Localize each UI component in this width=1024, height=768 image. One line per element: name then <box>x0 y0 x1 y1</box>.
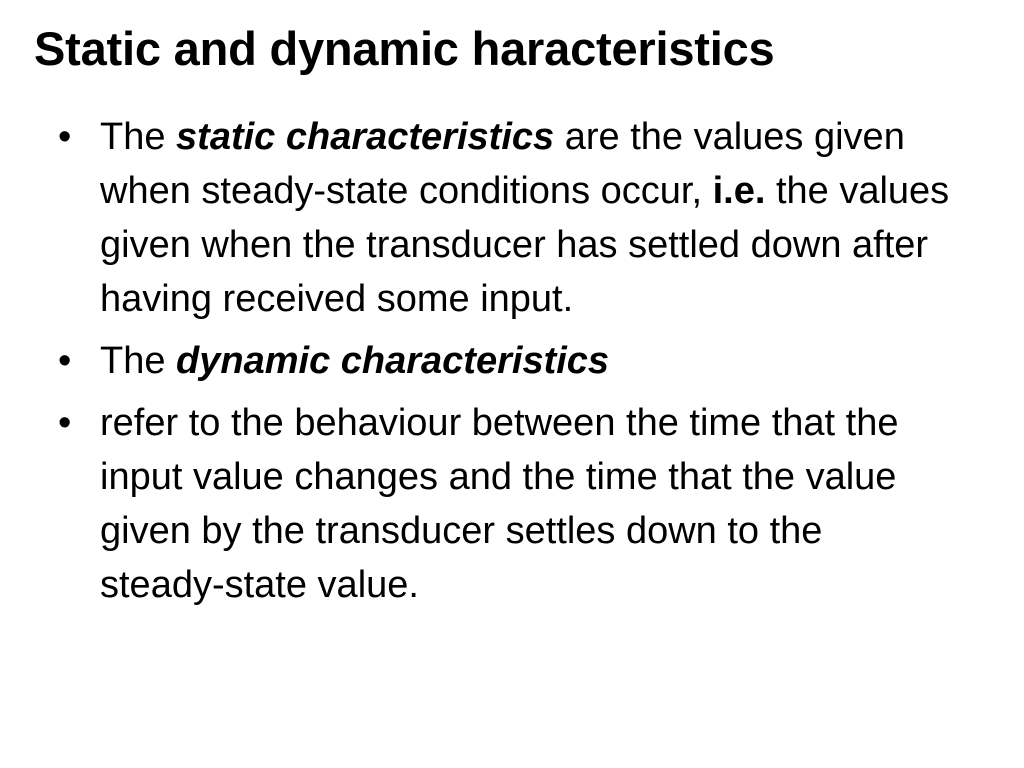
bullet-text: are the values given when steady-state conditions occur, <box>100 116 905 212</box>
slide-title: Static and dynamic haracteristics <box>34 22 775 75</box>
bullet-dot-icon: • <box>58 340 72 382</box>
bullet-list <box>0 110 1024 620</box>
bullet-dynamic-characteristics <box>0 334 1024 388</box>
bullet-dot-icon: • <box>58 402 72 444</box>
bullet-static-characteristics <box>0 110 1024 326</box>
bullet-text-continued: the values given when the transducer has settled down after having received some input. <box>100 170 950 320</box>
bullet-ie: i.e. <box>712 170 766 212</box>
bullet-dynamic-definition <box>0 396 1024 612</box>
bullet-emphasis: dynamic characteristics <box>176 340 610 382</box>
bullet-prefix: The <box>100 340 177 382</box>
bullet-emphasis: static characteristics <box>176 116 555 158</box>
bullet-text: refer to the behaviour between the time that the input value changes and the time that the value given by the transducer settles down to the steady-state value. <box>100 402 899 606</box>
bullet-prefix: The <box>100 116 177 158</box>
bullet-dot-icon: • <box>58 116 72 158</box>
